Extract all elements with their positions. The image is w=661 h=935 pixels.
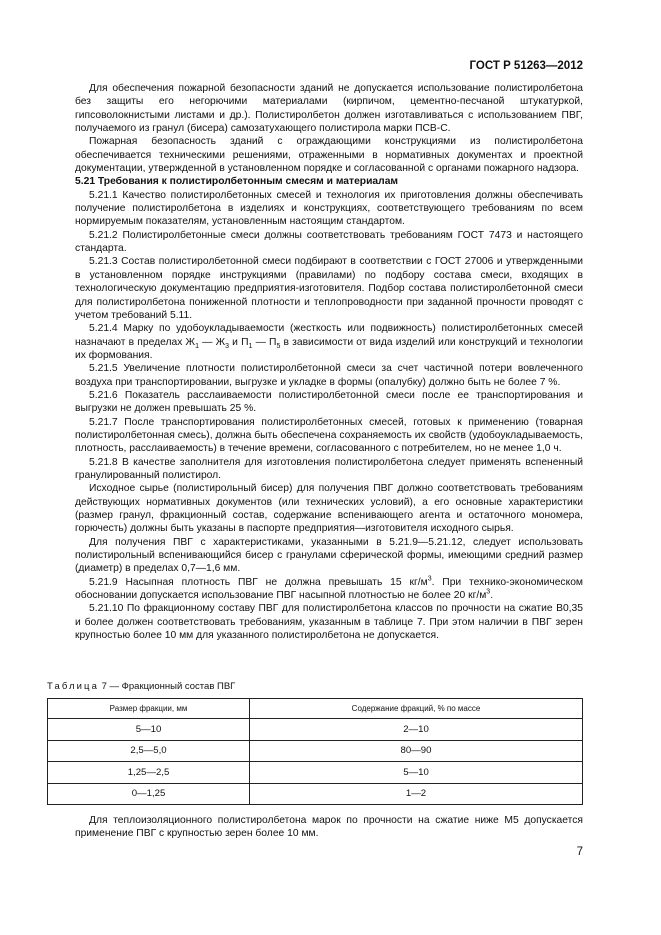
cell-content: 5—10: [250, 762, 583, 784]
clause-5-21-4-text-b: — Ж: [198, 336, 226, 348]
superscript: 3: [427, 575, 432, 583]
clause-5-21-9-text-c: .: [490, 590, 494, 602]
cell-size: 0—1,25: [48, 783, 250, 805]
cell-content: 2—10: [250, 719, 583, 741]
subscript: 1: [248, 342, 253, 350]
clause-5-21-6: 5.21.6 Показатель расслаиваемости полистиролбетонной смеси после ее транспортирования и выгрузки не должен превышать 25 %.: [75, 389, 583, 415]
paragraph-thermal-insulation: Для теплоизоляционного полистиролбетона марок по прочности на сжатие ниже М5 допускается применение ПВГ с крупностью зерен более 10 мм.: [75, 815, 583, 840]
clause-5-21-10: 5.21.10 По фракционному составу ПВГ для полистиролбетона классов по прочности на сжатие В0,35 и более должен соответствовать требованиям, указанным в таблице 7. При этом наличии в ПВГ зерен крупностью более 10 мм для указанного полистиролбетона не допускается.: [75, 603, 583, 642]
clause-5-21-4-text-d: — П: [252, 336, 277, 348]
cell-size: 5—10: [48, 719, 250, 741]
clause-5-21-8: 5.21.8 В качестве заполнителя для изготовления полистиролбетона следует применять вспененный гранулированный полистирол.: [75, 456, 583, 481]
subscript: 3: [225, 342, 230, 350]
clause-5-21-9: [75, 576, 583, 603]
paragraph-pvg-production: Для получения ПВГ с характеристиками, указанными в 5.21.9—5.21.12, следует использовать полистирольный вспенивающийся бисер с гранулами сферической формы, имеющими средний размер (диаметр) в пределах 0,7—1,6 мм.: [75, 536, 583, 575]
clause-5-21-9-text-a: 5.21.9 Насыпная плотность ПВГ не должна превышать 15 кг/м: [89, 576, 428, 588]
table-row: [48, 740, 583, 762]
clause-5-21-4-text-c: и П: [229, 336, 249, 348]
cell-content: 80—90: [250, 740, 583, 762]
table-row: [48, 783, 583, 805]
paragraph-raw-material: Исходное сырье (полистирольный бисер) для получения ПВГ должно соответствовать требованиям действующих нормативных документов (или технических условий), а его основные характеристики (размер гранул, фракционный состав, содержание вспенивающего агента и остаточного мономера, горючесть) должны быть указаны в паспорте предприятия—изготовителя исходного сырья.: [75, 483, 583, 535]
superscript: 3: [486, 588, 491, 596]
table-caption: [47, 681, 235, 692]
clause-5-21-4-text-a: 5.21.4 Марку по удобоукладываемости (жесткость или подвижность) полистиролбетонных смесей назначают в пределах Ж: [75, 323, 583, 348]
subscript: 5: [276, 342, 281, 350]
fraction-table: [47, 698, 583, 805]
table-header-row: [48, 699, 583, 719]
section-title: 5.21 Требования к полистиролбетонным смесям и материалам: [75, 176, 399, 188]
column-header-size: Размер фракции, мм: [48, 699, 250, 719]
table-caption-title: 7 — Фракционный состав ПВГ: [98, 681, 236, 692]
cell-size: 2,5—5,0: [48, 740, 250, 762]
table-caption-label: Таблица: [47, 681, 99, 692]
clause-5-21-7: 5.21.7 После транспортирования полистиролбетонных смесей, готовых к применению (товарная полистиролбетонная смесь), должна быть обеспечена сохраняемость их свойств (удобоукладываемость, плотность, расслаиваемость) в течение времени, согласованного с потребителем, но не менее 1,0 ч.: [75, 416, 583, 455]
clause-5-21-1: 5.21.1 Качество полистиролбетонных смесей и технология их приготовления должны обеспечивать получение полистиролбетона в изделиях и конструкциях, соответствующего требованиям по всем нормируемым показателям, установленным настоящим стандартом.: [75, 189, 583, 228]
cell-content: 1—2: [250, 783, 583, 805]
footer-content: [75, 814, 583, 841]
main-content: [75, 82, 583, 642]
clause-5-21-5: 5.21.5 Увеличение плотности полистиролбетонной смеси за счет частичной потери вовлеченного воздуха при транспортировании, выгрузке и укладке в формы (опалубку) должно быть не более 7 %.: [75, 363, 583, 388]
clause-5-21-9-text-b: . При технико-экономическом обосновании допускается использование ПВГ насыпной плотностью не более 20 кг/м: [75, 576, 583, 602]
clause-5-21-3: 5.21.3 Состав полистиролбетонной смеси подбирают в соответствии с ГОСТ 27006 и утвержденными в установленном порядке инструкциями (правилами) по подбору состава смеси, входящих в технологическую документацию предприятия-изготовителя. Подбор состава полистиролбетонной смеси для полистиролбетона пониженной плотности и теплопроводности при заданной прочности проводят с учетом требований 5.11.: [75, 256, 583, 321]
clause-5-21-2: 5.21.2 Полистиролбетонные смеси должны соответствовать требованиям ГОСТ 7473 и настоящего стандарта.: [75, 229, 583, 255]
table-row: [48, 762, 583, 784]
paragraph-fire-safety: Для обеспечения пожарной безопасности зданий не допускается использование полистиролбетона без защиты его негорючими материалами (кирпичом, цементно-песчаной штукатуркой, гипсоволокнистыми листами и др.). Полистиролбетон должен изготавливаться с использованием ПВГ, получаемого из гранул (бисера) самозатухающего полистирола марки ПСВ-С.: [75, 83, 583, 135]
paragraph-fire-safety-2: Пожарная безопасность зданий с ограждающими конструкциями из полистиролбетона обеспечивается техническими решениями, отраженными в нормативных документах и проектной документации, утвержденной в установленном порядке и согласованной с органами пожарного надзора.: [75, 136, 583, 175]
column-header-content: Содержание фракций, % по массе: [250, 699, 583, 719]
page-number: 7: [576, 846, 583, 858]
table-row: [48, 719, 583, 741]
clause-5-21-4: [75, 322, 583, 362]
cell-size: 1,25—2,5: [48, 762, 250, 784]
subscript: 1: [195, 342, 199, 350]
document-header-standard: ГОСТ Р 51263—2012: [469, 60, 583, 72]
clause-5-21-4-text-e: в зависимости от вида изделий или конструкций и технологии их формования.: [75, 336, 583, 361]
